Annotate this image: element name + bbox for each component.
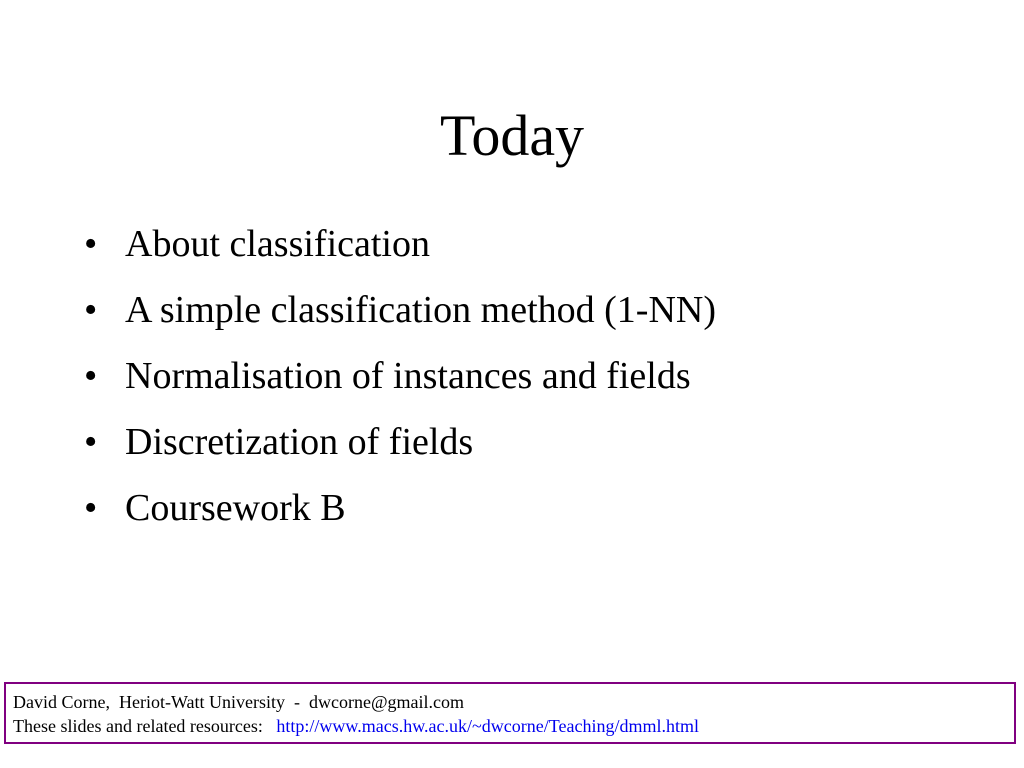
footer-resources-label: These slides and related resources: — [13, 716, 277, 736]
bullet-item-discretization — [84, 420, 716, 486]
bullet-item-simple-method — [84, 288, 716, 354]
bullet-text: Normalisation of instances and fields — [125, 355, 691, 397]
bullet-icon: • — [84, 355, 98, 397]
bullet-icon: • — [84, 289, 98, 331]
bullet-text: Discretization of fields — [125, 421, 474, 463]
footer-box — [4, 682, 1016, 744]
bullet-icon: • — [84, 421, 98, 463]
bullet-text: Coursework B — [125, 487, 346, 529]
bullet-item-about-classification — [84, 222, 716, 288]
footer-resources-line — [13, 714, 1007, 738]
bullet-icon: • — [84, 223, 98, 265]
bullet-icon: • — [84, 487, 98, 529]
bullet-list — [84, 222, 716, 552]
slide-title: Today — [439, 103, 585, 168]
bullet-text: About classification — [125, 223, 430, 265]
footer-author-line: David Corne, Heriot-Watt University - dwcorne@gmail.com — [13, 692, 465, 712]
bullet-text: A simple classification method (1-NN) — [125, 289, 716, 331]
resources-link[interactable]: http://www.macs.hw.ac.uk/~dwcorne/Teaching/dmml.html — [276, 716, 699, 736]
bullet-item-coursework — [84, 486, 716, 552]
bullet-item-normalisation — [84, 354, 716, 420]
